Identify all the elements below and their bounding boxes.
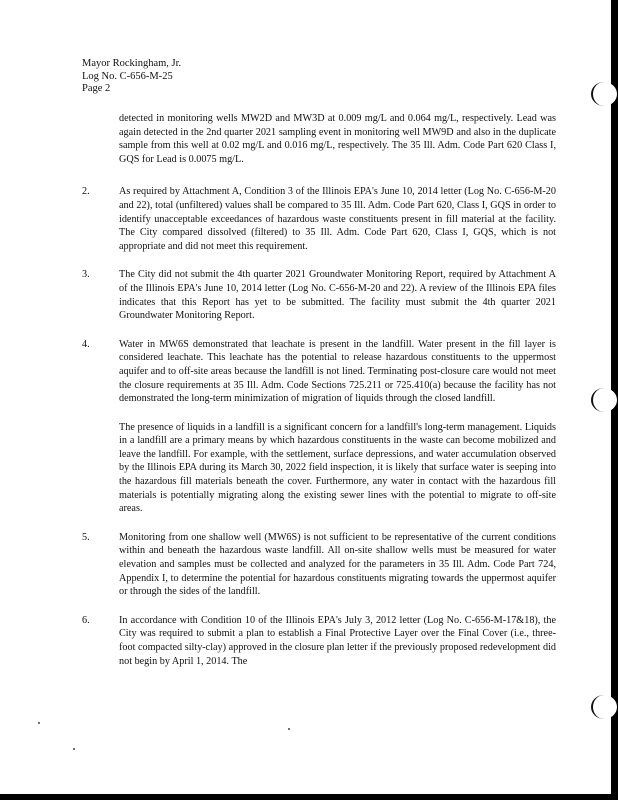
scan-speck: [288, 728, 290, 730]
paragraph-text: As required by Attachment A, Condition 3 of the Illinois EPA's June 10, 2014 letter (Log No. C-656-M-20 and 22), total (unfiltered) values shall be compared to 35 Ill. Adm. Code Part 620, Class I, GQS in order to identify unacceptable exceedances of hazardous waste constituents present in fill material at the facility. The City compared dissolved (filtered) to 35 Ill. Adm. Code Part 620, Class I, GQS, which is not appropriate and did not meet this requirement.: [119, 186, 556, 252]
letter-header: [82, 58, 181, 96]
numbered-paragraph-3: [82, 268, 556, 322]
paragraph-text: The City did not submit the 4th quarter 2021 Groundwater Monitoring Report, required by Attachment A of the Illinois EPA's June 10, 2014 letter (Log No. C-656-M-20 and 22). A review of the Illinois EPA files indicates that this Report has yet to be submitted. The facility must submit the 4th quarter 2021 Groundwater Monitoring Report.: [119, 269, 556, 322]
punch-hole: [591, 82, 617, 106]
numbered-paragraph-4: [82, 338, 556, 406]
paragraph-number: 4.: [82, 338, 90, 350]
punch-hole: [591, 695, 617, 719]
numbered-paragraph-5: [82, 531, 556, 599]
log-number: Log No. C-656-M-25: [82, 70, 173, 82]
paragraph-text: In accordance with Condition 10 of the Illinois EPA's July 3, 2012 letter (Log No. C-656-M-17&18), the City was required to submit a plan to establish a Final Protective Layer over the Final Cover (i.e., three-foot compacted silty-clay) approved in the closure plan letter if the previously proposed redevelopment did not begin by April 1, 2014. The: [119, 614, 556, 667]
paragraph-number: 2.: [82, 186, 90, 198]
paragraph-number: 6.: [82, 614, 90, 626]
paragraph-4-continuation: The presence of liquids in a landfill is a significant concern for a landfill's long-term management. Liquids in a landfill are a primary means by which hazardous constituents in the waste can become mobilized and leave the landfill. For example, with the settlement, surface depressions, and water accumulation observed by the Illinois EPA during its March 30, 2022 field inspection, it is likely that surface water is seeping into the hazardous fill materials beneath the cover. Furthermore, any water in contact with the hazardous fill materials is potentially migrating along the existing sewer lines with the potential to migrate to off-site areas.: [119, 421, 556, 515]
scan-speck: [38, 722, 40, 724]
recipient-name: Mayor Rockingham, Jr.: [82, 58, 182, 69]
paragraph-text: Monitoring from one shallow well (MW6S) is not sufficient to be representative of the current conditions within and beneath the hazardous waste landfill. All on-site shallow wells must be measured for water elevation and samples must be collected and analyzed for the parameters in 35 Ill. Adm. Code Part 724, Appendix I, to determine the potential for hazardous constituents migrating towards the uppermost aquifer or through the sides of the landfill.: [119, 531, 556, 598]
numbered-paragraph-6: [82, 614, 556, 668]
numbered-paragraph-2: [82, 185, 556, 253]
paragraph-number: 5.: [82, 531, 90, 543]
scan-border-bottom: [0, 794, 618, 800]
page-number: Page 2: [82, 83, 111, 95]
paragraph-1-continued: detected in monitoring wells MW2D and MW3D at 0.009 mg/L and 0.064 mg/L, respectively. Lead was again detected in the 2nd quarter 2021 sampling event in monitoring well MW9D and also in the duplicate sample from this well at 0.02 mg/L and 0.016 mg/L, respectively. The 35 Ill. Adm. Code Part 620 Class I, GQS for Lead is 0.0075 mg/L.: [119, 113, 556, 165]
paragraph-text: Water in MW6S demonstrated that leachate is present in the landfill. Water present in the fill layer is considered leachate. This leachate has the potential to release hazardous constituents to the uppermost aquifer and to off-site areas because the landfill is not lined. Terminating post-closure care would not meet the closure requirements at 35 Ill. Adm. Code Sections 725.211 or 725.410(a) because the facility has not demonstrated the long-term minimization of migration of liquids through the closed landfill.: [119, 338, 556, 405]
scan-speck: [73, 748, 75, 750]
punch-hole: [591, 388, 617, 412]
paragraph-number: 3.: [82, 269, 90, 281]
letter-body: [82, 112, 556, 683]
